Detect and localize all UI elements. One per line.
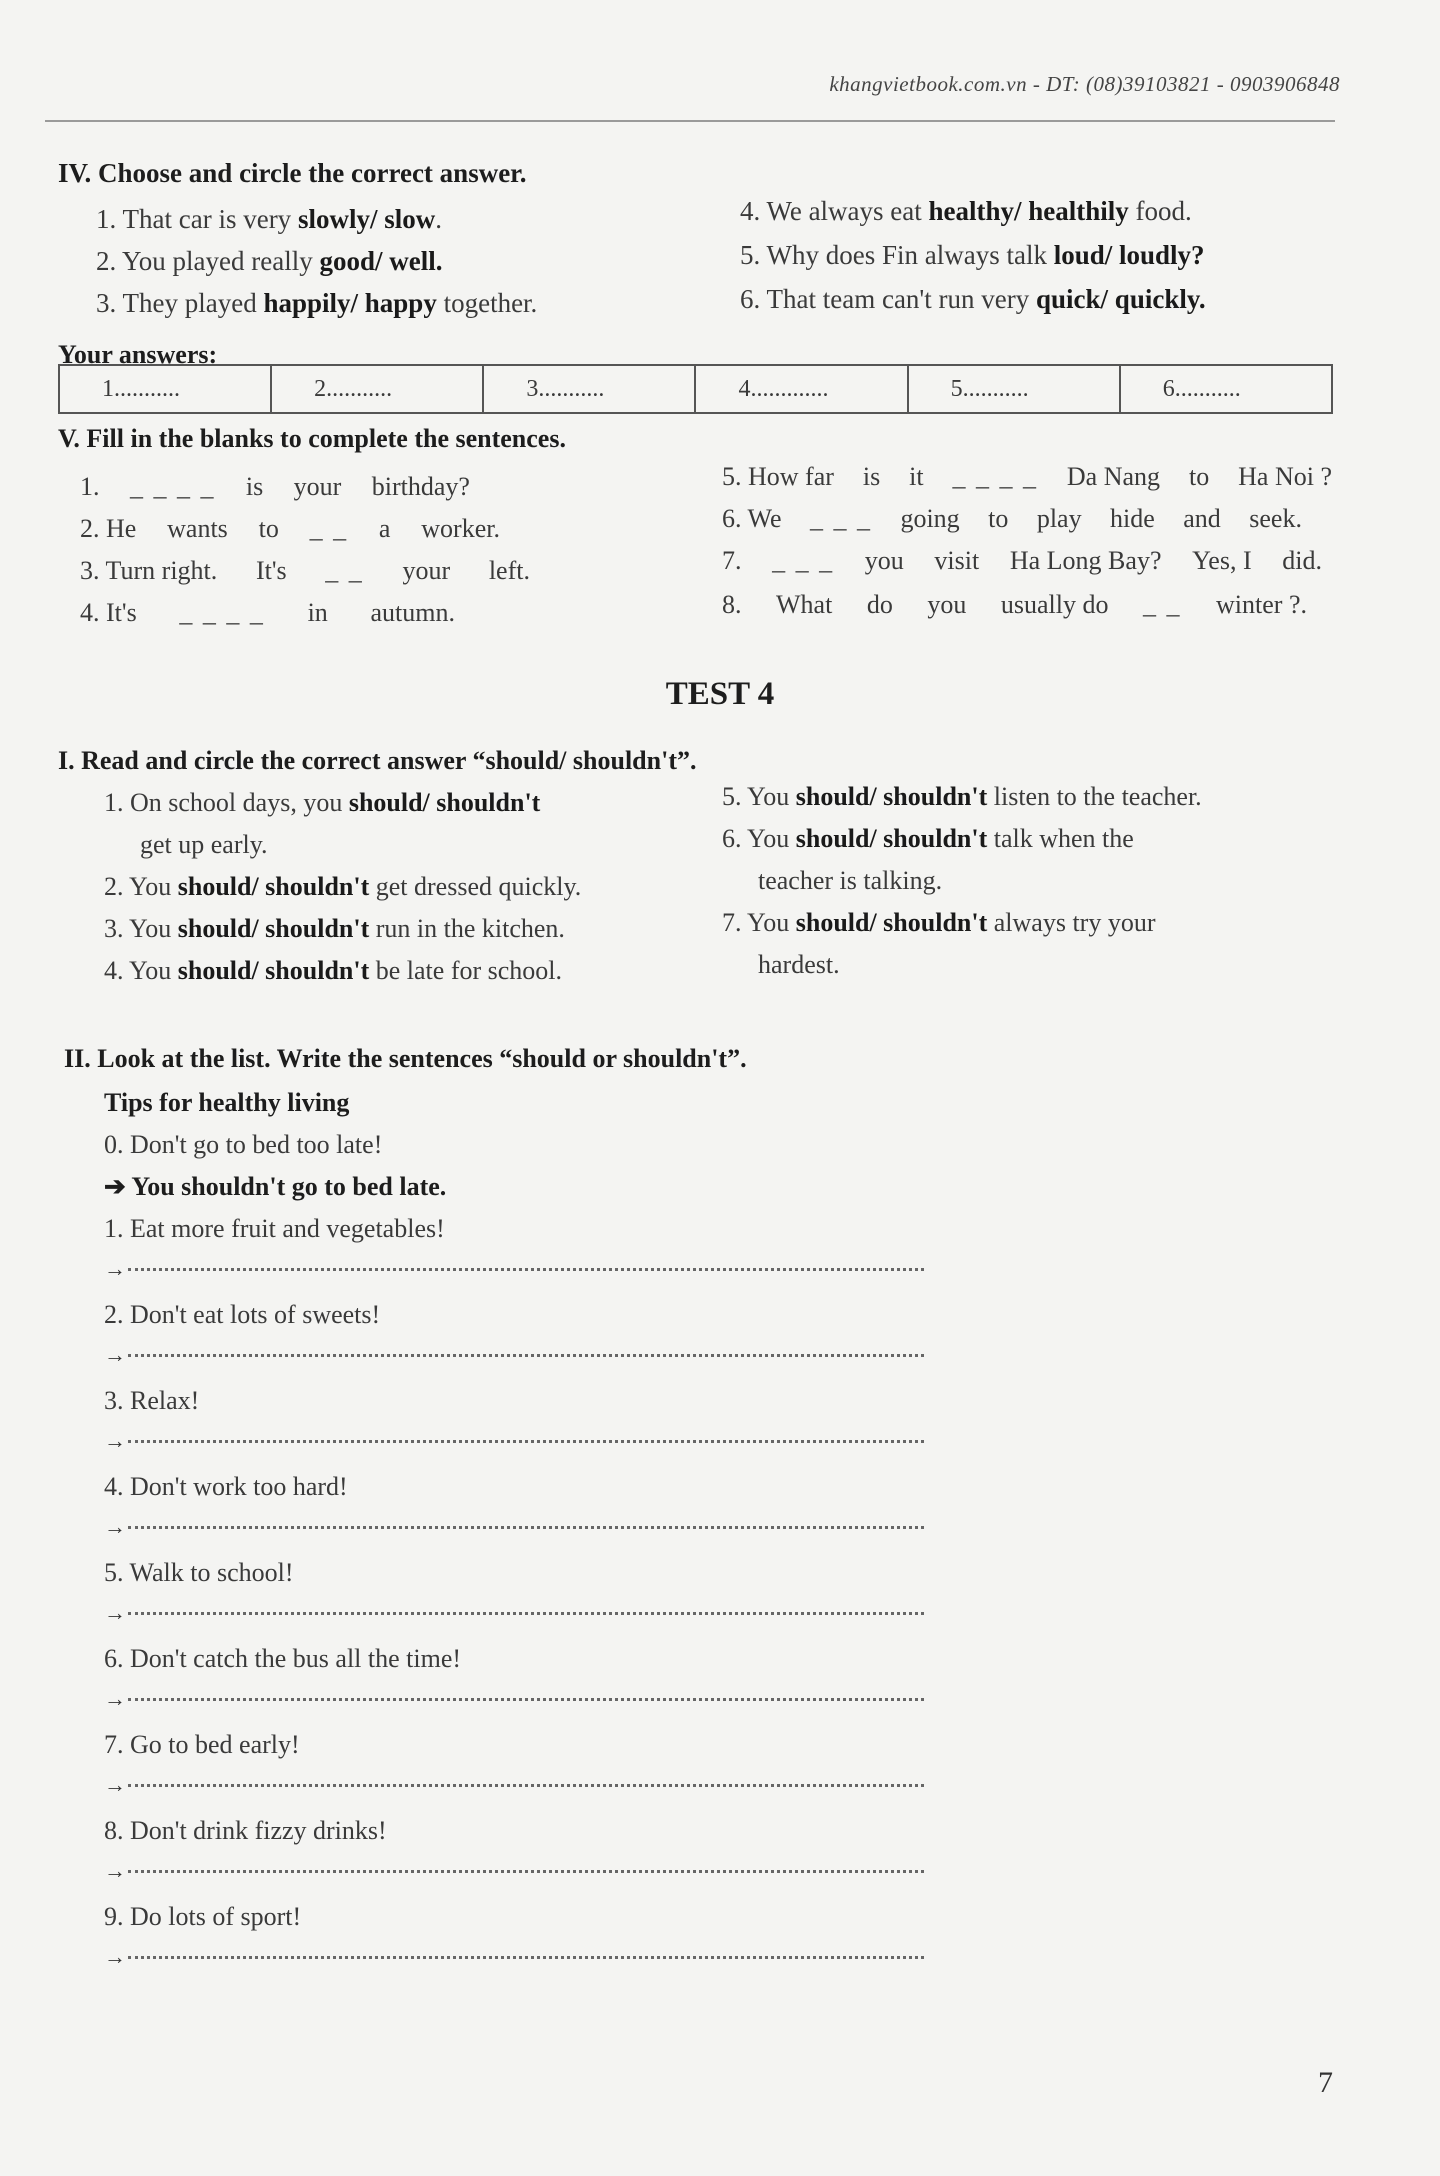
answer-cell-5[interactable]: 5........... — [908, 365, 1120, 413]
answer-line-3[interactable] — [128, 1438, 924, 1443]
tip-item-2: 2. Don't eat lots of sweets! — [104, 1300, 381, 1329]
tip-item-1: 1. Eat more fruit and vegetables! — [104, 1214, 445, 1243]
s4-item-4: 4. We always eat healthy/ healthily food. — [740, 196, 1192, 226]
arrow-2: → — [104, 1342, 126, 1367]
arrow-5: → — [104, 1600, 126, 1625]
s5-item-3: 3. Turn right. It's _ _ your left. — [80, 556, 530, 585]
answer-line-5[interactable] — [128, 1610, 924, 1615]
s4-item-2: 2. You played really good/ well. — [96, 246, 443, 276]
t4-s1-item-1-cont: get up early. — [140, 830, 268, 859]
t4-s1-item-3: 3. You should/ shouldn't run in the kitchen. — [104, 914, 565, 943]
answer-line-4[interactable] — [128, 1524, 924, 1529]
answer-line-7[interactable] — [128, 1782, 924, 1787]
s4-item-3: 3. They played happily/ happy together. — [96, 288, 538, 318]
test4-section1-heading: I. Read and circle the correct answer “should/ shouldn't”. — [58, 746, 697, 775]
answer-cell-4[interactable]: 4............. — [695, 365, 907, 413]
tip-item-6: 6. Don't catch the bus all the time! — [104, 1644, 462, 1673]
tips-subheading: Tips for healthy living — [104, 1088, 350, 1117]
s4-item-5: 5. Why does Fin always talk loud/ loudly? — [740, 240, 1205, 270]
arrow-7: → — [104, 1772, 126, 1797]
page-number: 7 — [1318, 2066, 1333, 2099]
test-title: TEST 4 — [665, 676, 775, 712]
answer-cell-2[interactable]: 2........... — [271, 365, 483, 413]
arrow-6: → — [104, 1686, 126, 1711]
arrow-8: → — [104, 1858, 126, 1883]
tip-item-7: 7. Go to bed early! — [104, 1730, 300, 1759]
s4-item-1: 1. That car is very slowly/ slow. — [96, 204, 442, 234]
answers-table — [58, 364, 1333, 414]
s5-item-1: 1. _ _ _ _ is your birthday? — [80, 472, 470, 501]
section5-heading: V. Fill in the blanks to complete the sentences. — [58, 424, 566, 453]
t4-s1-item-5: 5. You should/ shouldn't listen to the teacher. — [722, 782, 1202, 811]
s5-item-4: 4. It's _ _ _ _ in autumn. — [80, 598, 455, 627]
t4-s1-item-4: 4. You should/ shouldn't be late for school. — [104, 956, 563, 985]
answer-line-8[interactable] — [128, 1868, 924, 1873]
t4-s1-item-7: 7. You should/ shouldn't always try your — [722, 908, 1156, 937]
s4-item-6: 6. That team can't run very quick/ quickly. — [740, 284, 1206, 314]
publisher-header: khangvietbook.com.vn - DT: (08)39103821 - 0903906848 — [829, 72, 1340, 96]
example-item: 0. Don't go to bed too late! — [104, 1130, 383, 1159]
s5-item-7: 7. _ _ _ you visit Ha Long Bay? Yes, I did. — [722, 546, 1322, 575]
t4-s1-item-1: 1. On school days, you should/ shouldn't — [104, 788, 541, 817]
t4-s1-item-7-cont: hardest. — [758, 950, 840, 979]
section4-heading: IV. Choose and circle the correct answer. — [58, 158, 527, 188]
answer-line-1[interactable] — [128, 1266, 924, 1271]
header-divider — [45, 120, 1335, 122]
t4-s1-item-6-cont: teacher is talking. — [758, 866, 943, 895]
tip-item-4: 4. Don't work too hard! — [104, 1472, 348, 1501]
answer-line-2[interactable] — [128, 1352, 924, 1357]
t4-s1-item-6: 6. You should/ shouldn't talk when the — [722, 824, 1134, 853]
arrow-4: → — [104, 1514, 126, 1539]
tip-item-3: 3. Relax! — [104, 1386, 200, 1415]
s5-item-8: 8. What do you usually do _ _ winter ?. — [722, 590, 1307, 619]
answer-cell-6[interactable]: 6........... — [1120, 365, 1332, 413]
arrow-9: → — [104, 1944, 126, 1969]
s5-item-2: 2. He wants to _ _ a worker. — [80, 514, 500, 543]
arrow-3: → — [104, 1428, 126, 1453]
t4-s1-item-2: 2. You should/ shouldn't get dressed quickly. — [104, 872, 582, 901]
answer-line-6[interactable] — [128, 1696, 924, 1701]
arrow-1: → — [104, 1256, 126, 1281]
answer-cell-1[interactable]: 1........... — [59, 365, 271, 413]
tip-item-8: 8. Don't drink fizzy drinks! — [104, 1816, 387, 1845]
example-answer: ➔ You shouldn't go to bed late. — [104, 1172, 447, 1201]
tip-item-9: 9. Do lots of sport! — [104, 1902, 302, 1931]
tip-item-5: 5. Walk to school! — [104, 1558, 294, 1587]
test4-section2-heading: II. Look at the list. Write the sentences “should or shouldn't”. — [64, 1044, 747, 1073]
s5-item-5: 5. How far is it _ _ _ _ Da Nang to Ha Noi ? — [722, 462, 1332, 491]
answers-label: Your answers: — [58, 340, 218, 369]
answer-cell-3[interactable]: 3........... — [483, 365, 695, 413]
s5-item-6: 6. We _ _ _ going to play hide and seek. — [722, 504, 1302, 533]
answer-line-9[interactable] — [128, 1954, 924, 1959]
